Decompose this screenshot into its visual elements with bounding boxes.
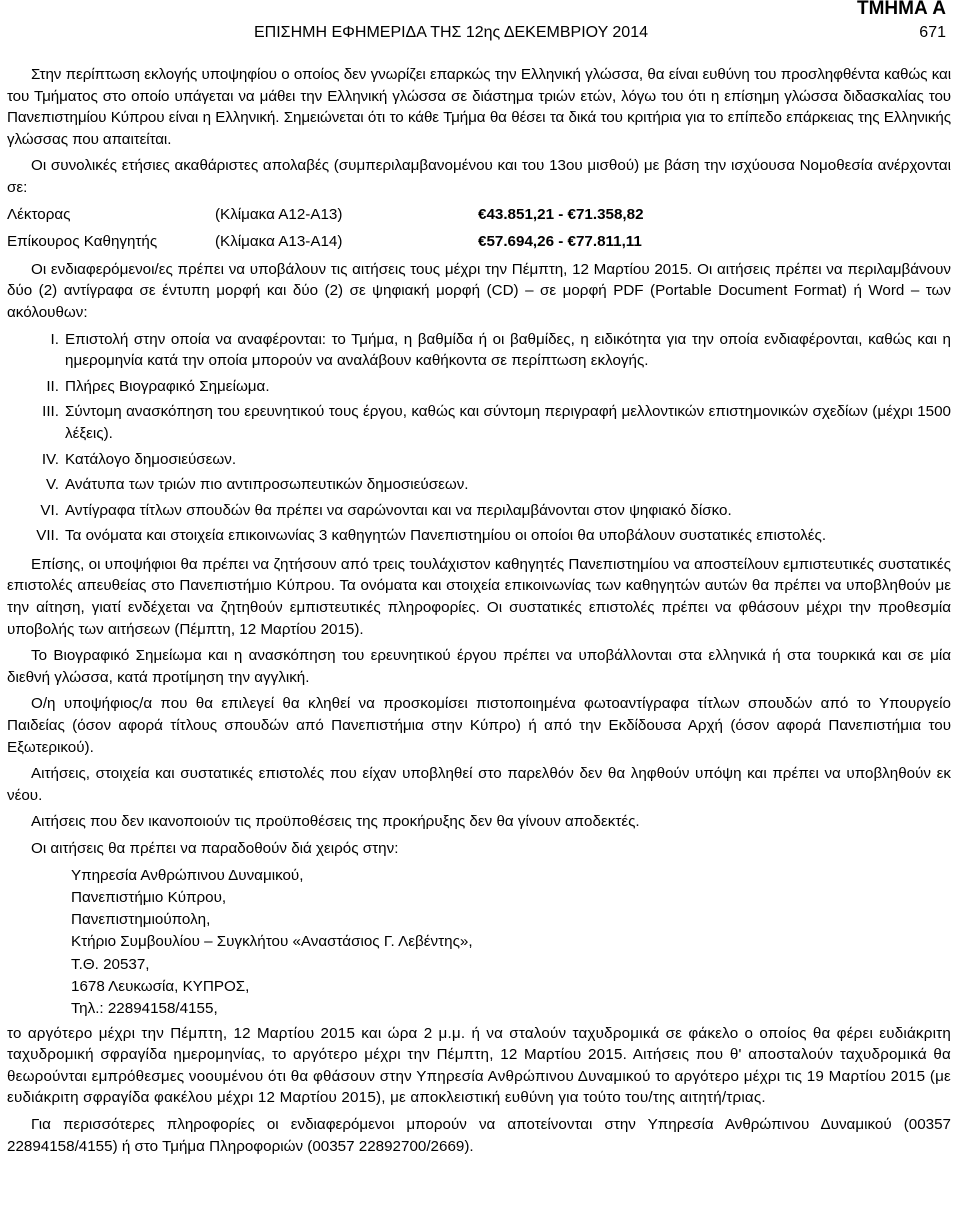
list-item-text: Κατάλογο δημοσιεύσεων. xyxy=(65,450,237,468)
section-tag: ΤΜΗΜΑ Α xyxy=(857,0,946,19)
applications-paragraph: Οι ενδιαφερόμενοι/ες πρέπει να υποβάλουν τις αιτήσεις τους μέχρι την Πέμπτη, 12 Μαρτίου 2015. Οι αιτήσεις πρέπει να περιλαμβάνουν δύο (2) αντίγραφα σε έντυπη μορφή και δύο (2) σε ψηφιακή μορφή (CD) – σε μορφή PDF (Portable Document Format) ή Word – των ακόλουθων: xyxy=(7,260,951,321)
info-paragraph: Για περισσότερες πληροφορίες οι ενδιαφερόμενοι μπορούν να αποτείνονται στην Υπηρεσία Ανθρώπινου Δυναμικού (00357 22894158/4155) ή στο Τμήμα Πληροφοριών (00357 22892700/2669). xyxy=(7,1116,951,1155)
address-line: Τηλ.: 22894158/4155, xyxy=(71,1000,218,1018)
address-line: Πανεπιστημιούπολη, xyxy=(71,911,211,929)
list-item xyxy=(7,449,951,471)
list-item-number: III. xyxy=(42,403,59,421)
delivery-paragraph: Οι αιτήσεις θα πρέπει να παραδοθούν διά χειρός στην: xyxy=(31,840,399,857)
salary-position: Λέκτορας xyxy=(7,205,71,223)
salary-grade: (Κλίμακα Α12-Α13) xyxy=(215,205,343,223)
address-line: Υπηρεσία Ανθρώπινου Δυναμικού, xyxy=(71,866,304,884)
salary-table xyxy=(7,204,951,253)
salary-range: €43.851,21 - €71.358,82 xyxy=(478,205,644,223)
salary-grade: (Κλίμακα Α13-Α14) xyxy=(215,233,343,251)
announcement-body xyxy=(7,64,951,1162)
salary-intro: Οι συνολικές ετήσιες ακαθάριστες απολαβές (συμπεριλαμβανομένου και του 13ου μισθού) με βάση την ισχύουσα Νομοθεσία ανέρχονται σε: xyxy=(7,157,951,196)
past-applications-paragraph: Αιτήσεις, στοιχεία και συστατικές επιστολές που είχαν υποβληθεί στο παρελθόν δεν θα ληφθούν υπόψη και πρέπει να υποβληθούν εκ νέου. xyxy=(7,765,951,804)
list-item xyxy=(7,525,951,547)
list-item-number: IV. xyxy=(41,450,59,468)
list-item-text: Επιστολή στην οποία να αναφέρονται: το Τμήμα, η βαθμίδα ή οι βαθμίδες, η ειδικότητα για την οποία ενδιαφέρονται, καθώς και η ημερομηνία κατά την οποία μπορούν να αναλάβουν καθήκοντα σε περίπτωση εκλογής. xyxy=(65,330,951,370)
list-item-text: Πλήρες Βιογραφικό Σημείωμα. xyxy=(65,377,270,395)
gazette-header: ΕΠΙΣΗΜΗ ΕΦΗΜΕΡΙΔΑ ΤΗΣ 12ης ΔΕΚΕΜΒΡΙΟΥ 2014 xyxy=(254,24,648,41)
list-item-number: VII. xyxy=(36,527,59,545)
list-item-text: Ανάτυπα των τριών πιο αντιπροσωπευτικών δημοσιεύσεων. xyxy=(65,476,469,494)
address-line: Πανεπιστήμιο Κύπρου, xyxy=(71,888,227,906)
certified-copies-paragraph: Ο/η υποψήφιος/α που θα επιλεγεί θα κληθεί να προσκομίσει πιστοποιημένα φωτοαντίγραφα τίτλων σπουδών από το Υπουργείο Παιδείας (όσον αφορά τίτλους σπουδών από Πανεπιστήμια στην Κύπρο) ή από την Εκδίδουσα Αρχή (όσον αφορά Πανεπιστήμια του Εξωτερικού). xyxy=(7,695,951,756)
address-line: Κτήριο Συμβουλίου – Συγκλήτου «Αναστάσιος Γ. Λεβέντης», xyxy=(71,933,473,951)
list-item xyxy=(7,401,951,444)
page-number: 671 xyxy=(919,24,946,41)
salary-row xyxy=(7,231,951,253)
address-block xyxy=(71,865,951,1021)
cv-language-paragraph: Το Βιογραφικό Σημείωμα και η ανασκόπηση του ερευνητικού έργου πρέπει να υποβάλλονται στα ελληνικά ή στα τουρκικά και σε μία διεθνή γλώσσα, κατά προτίμηση την αγγλική. xyxy=(7,647,951,686)
list-item xyxy=(7,329,951,372)
list-item-text: Αντίγραφα τίτλων σπουδών θα πρέπει να σαρώνονται και να περιλαμβάνονται στον ψηφιακό δίσκο. xyxy=(65,501,732,519)
list-item-number: V. xyxy=(46,476,59,494)
list-item-number: I. xyxy=(50,330,59,348)
language-paragraph: Στην περίπτωση εκλογής υποψηφίου ο οποίος δεν γνωρίζει επαρκώς την Ελληνική γλώσσα, θα είναι ευθύνη του προσληφθέντα καθώς και του Τμήματος στο οποίο υπάγεται να μάθει την Ελληνική γλώσσα σε διάστημα τριών ετών, λόγω του ότι η επίσημη γλώσσα διδασκαλίας του Πανεπιστημίου Κύπρου είναι η Ελληνική. Σημειώνεται ότι το κάθε Τμήμα θα θέσει τα δικά του κριτήρια για το επίπεδο επάρκειας της Ελληνικής γλώσσας που απαιτείται. xyxy=(7,66,951,148)
address-line: Τ.Θ. 20537, xyxy=(71,955,150,973)
salary-row xyxy=(7,204,951,226)
list-item-number: II. xyxy=(46,377,59,395)
list-item xyxy=(7,500,951,522)
list-item xyxy=(7,474,951,496)
list-item-number: VI. xyxy=(40,501,59,519)
unsatisfactory-paragraph: Αιτήσεις που δεν ικανοποιούν τις προϋποθέσεις της προκήρυξης δεν θα γίνουν αποδεκτές. xyxy=(31,813,640,831)
references-paragraph: Επίσης, οι υποψήφιοι θα πρέπει να ζητήσουν από τρεις τουλάχιστον καθηγητές Πανεπιστημίου να αποστείλουν εμπιστευτικές συστατικές επιστολές απευθείας στο Πανεπιστήμιο Κύπρου. Τα ονόματα και στοιχεία επικοινωνίας των καθηγητών αυτών θα πρέπει να υποβληθούν με την αίτηση, γιατί ενδέχεται να ζητηθούν εμπιστευτικές πληροφορίες. Οι συστατικές επιστολές πρέπει να φθάσουν μέχρι την προθεσμία υποβολής των αιτήσεων (Πέμπτη, 12 Μαρτίου 2015). xyxy=(7,555,951,638)
salary-range: €57.694,26 - €77.811,11 xyxy=(478,233,642,251)
address-line: 1678 Λευκωσία, ΚΥΠΡΟΣ, xyxy=(71,978,250,996)
requirements-list xyxy=(7,329,951,547)
list-item-text: Σύντομη ανασκόπηση του ερευνητικού τους έργου, καθώς και σύντομη περιγραφή μελλοντικών επιστημονικών σχεδίων (μέχρι 1500 λέξεις). xyxy=(65,403,951,442)
deadline-paragraph: το αργότερο μέχρι την Πέμπτη, 12 Μαρτίου 2015 και ώρα 2 μ.μ. ή να σταλούν ταχυδρομικά σε φάκελο ο οποίος θα φέρει ευδιάκριτη ταχυδρομική σφραγίδα ημερομηνίας, το αργότερο μέχρι την Πέμπτη, 12 Μαρτίου 2015. Αιτήσεις που θ' αποσταλούν ταχυδρομικά θα θεωρούνται εμπρόθεσμες νοουμένου ότι θα φθάσουν στην Υπηρεσία Ανθρώπινου Δυναμικού το αργότερο μέχρι τις 19 Μαρτίου 2015 (με ευδιάκριτη σφραγίδα φακέλου μέχρι 12 Μαρτίου 2015), με αποκλειστική ευθύνη για τούτο του/της αιτητή/τριας. xyxy=(7,1024,951,1107)
list-item xyxy=(7,376,951,398)
list-item-text: Τα ονόματα και στοιχεία επικοινωνίας 3 καθηγητών Πανεπιστημίου οι οποίοι θα υποβάλουν συστατικές επιστολές. xyxy=(65,527,827,545)
salary-position: Επίκουρος Καθηγητής xyxy=(7,233,158,251)
